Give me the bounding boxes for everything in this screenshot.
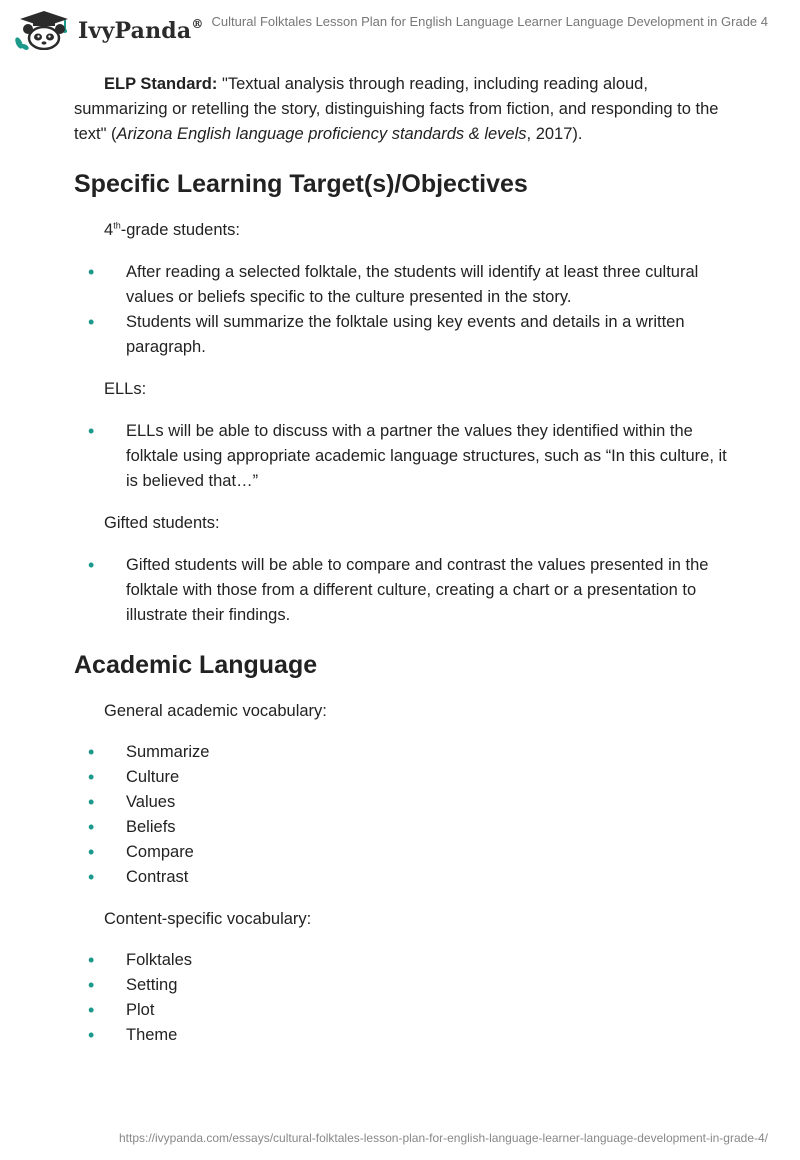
- bullet-icon: •: [88, 950, 95, 970]
- content-vocabulary-list: [74, 948, 734, 1048]
- bullet-icon: •: [88, 817, 95, 837]
- logo-text: IvyPanda®: [78, 16, 204, 44]
- list-item: • Folktales: [74, 948, 734, 973]
- page-header: [0, 0, 800, 60]
- content-vocabulary-label: Content-specific vocabulary:: [104, 910, 312, 928]
- ell-objectives-list: [74, 419, 734, 494]
- list-item: • Values: [74, 790, 734, 815]
- elp-label: ELP Standard:: [104, 75, 218, 93]
- ell-label: ELLs:: [104, 380, 147, 398]
- list-item: • Culture: [74, 765, 734, 790]
- bullet-icon: •: [88, 975, 95, 995]
- list-item: • After reading a selected folktale, the students will identify at least three cultural values or beliefs specific to the culture presented in the story.: [88, 262, 699, 306]
- source-url[interactable]: https://ivypanda.com/essays/cultural-folktales-lesson-plan-for-english-language-learner-language-development-in-grade-4/: [118, 1131, 768, 1145]
- list-item: • Theme: [74, 1023, 734, 1048]
- bullet-icon: •: [88, 842, 95, 862]
- list-item: • Summarize: [74, 740, 734, 765]
- list-item: • ELLs will be able to discuss with a partner the values they identified within the folktale using appropriate academic language structures, such as “In this culture, it is believed that…”: [88, 421, 727, 490]
- list-item: • Beliefs: [74, 815, 734, 840]
- gifted-label: Gifted students:: [104, 514, 220, 532]
- bullet-icon: •: [88, 555, 95, 575]
- general-vocabulary-list: [74, 740, 734, 890]
- list-item: • Plot: [74, 998, 734, 1023]
- citation-title: Arizona English language proficiency standards & levels: [116, 125, 527, 143]
- bullet-icon: •: [88, 421, 95, 441]
- gifted-objectives-list: [74, 553, 734, 628]
- bullet-icon: •: [88, 792, 95, 812]
- list-item: • Setting: [74, 973, 734, 998]
- bullet-icon: •: [88, 1025, 95, 1045]
- list-item: • Students will summarize the folktale using key events and details in a written paragraph.: [88, 312, 685, 356]
- bullet-icon: •: [88, 312, 95, 332]
- essay-content: [74, 70, 734, 1048]
- elp-standard-paragraph: ELP Standard: "Textual analysis through reading, including reading aloud, summarizing or retelling the story, distinguishing facts from fiction, and responding to the text" (Arizona English language proficiency standards & levels, 2017).: [74, 75, 719, 143]
- bullet-icon: •: [88, 867, 95, 887]
- bullet-icon: •: [88, 262, 95, 282]
- list-item: • Contrast: [74, 865, 734, 890]
- grade-label: 4th-grade students:: [104, 220, 240, 239]
- ivypanda-logo[interactable]: [14, 10, 224, 52]
- academic-language-heading: Academic Language: [74, 651, 318, 679]
- general-vocabulary-label: General academic vocabulary:: [104, 702, 327, 720]
- objectives-heading: Specific Learning Target(s)/Objectives: [74, 170, 528, 198]
- panda-graduate-icon: [14, 10, 74, 50]
- bullet-icon: •: [88, 767, 95, 787]
- grade-objectives-list: [74, 260, 734, 360]
- list-item: • Compare: [74, 840, 734, 865]
- bullet-icon: •: [88, 742, 95, 762]
- list-item: • Gifted students will be able to compare and contrast the values presented in the folktale with those from a different culture, creating a chart or a presentation to illustrate their findings.: [88, 555, 709, 624]
- bullet-icon: •: [88, 1000, 95, 1020]
- document-title: Cultural Folktales Lesson Plan for English Language Learner Language Development in Grade 4: [211, 14, 768, 29]
